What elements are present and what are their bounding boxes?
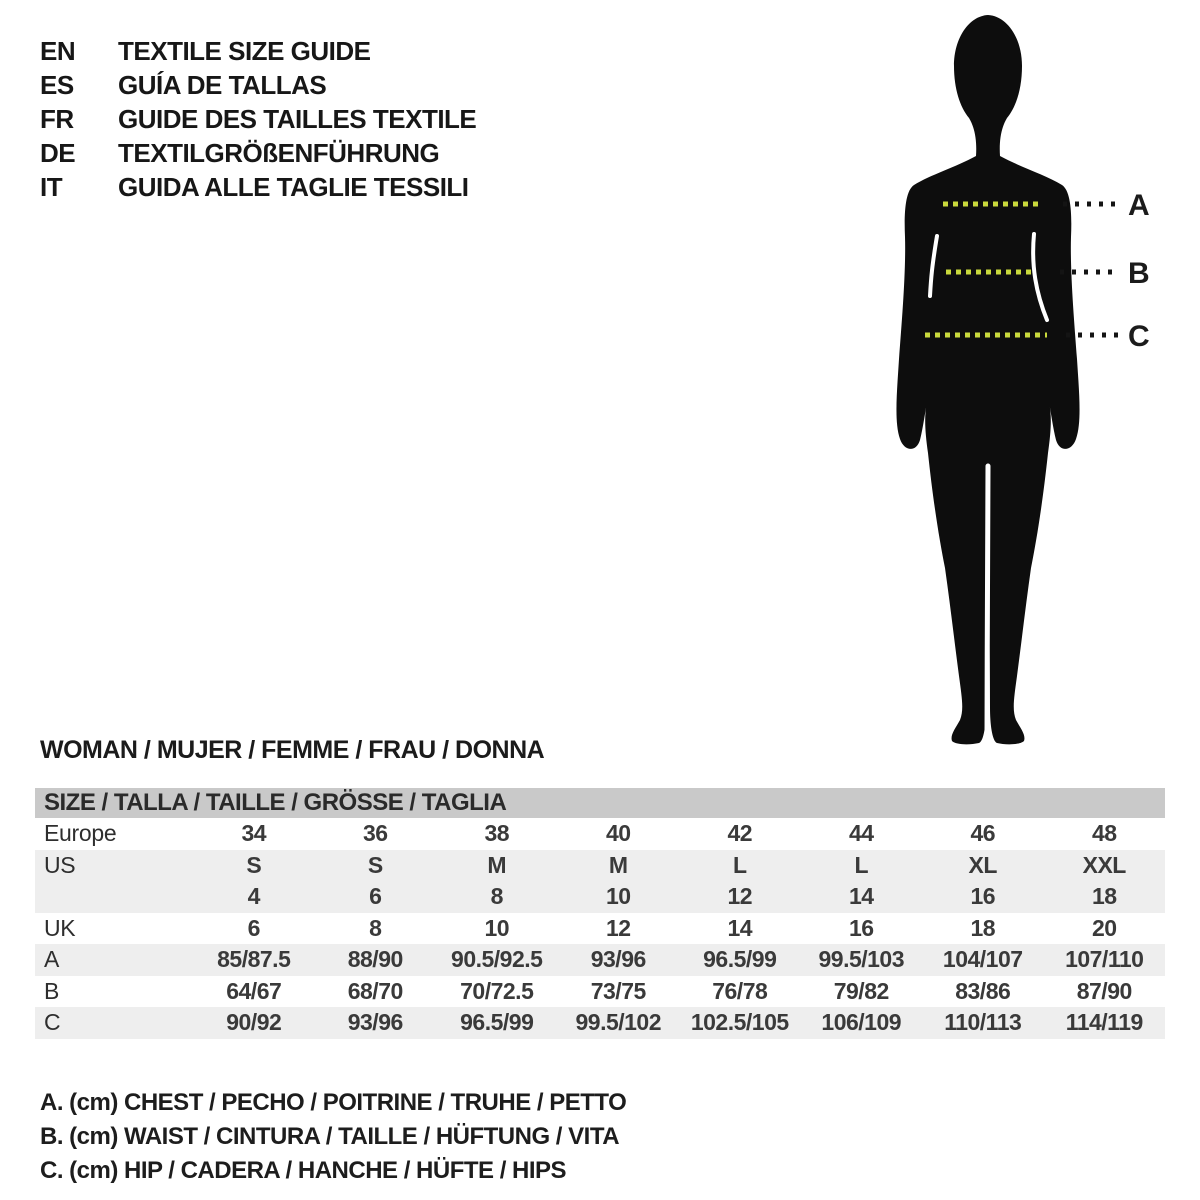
- size-cell: 96.5/99: [460, 1009, 534, 1036]
- size-cell: 42: [727, 820, 753, 847]
- size-cell: XL: [968, 851, 997, 878]
- size-cell: L: [854, 851, 869, 878]
- size-cell: 64/67: [226, 977, 282, 1004]
- size-cell: 87/90: [1076, 977, 1132, 1004]
- row-label: US: [44, 851, 76, 878]
- size-cell: 96.5/99: [703, 946, 777, 973]
- table-row: [35, 976, 1165, 1008]
- table-row: [35, 913, 1165, 945]
- size-cell: M: [487, 851, 507, 878]
- language-row: [40, 136, 476, 170]
- size-cell: 6: [247, 914, 260, 941]
- size-cell: 48: [1091, 820, 1117, 847]
- language-title: GUÍA DE TALLAS: [118, 69, 327, 100]
- section-title: WOMAN / MUJER / FEMME / FRAU / DONNA: [40, 736, 545, 764]
- size-cell: 70/72.5: [460, 977, 534, 1004]
- size-cell: 8: [369, 914, 382, 941]
- language-code: EN: [40, 35, 76, 66]
- size-cell: 14: [848, 883, 874, 910]
- language-title: TEXTILE SIZE GUIDE: [118, 35, 371, 66]
- legend-line: B. (cm) WAIST / CINTURA / TAILLE / HÜFTUNG / VITA: [40, 1123, 620, 1150]
- measure-label-a: A: [1128, 189, 1150, 222]
- language-row: [40, 170, 476, 204]
- size-cell: 88/90: [347, 946, 403, 973]
- row-label: B: [44, 977, 60, 1004]
- row-label: UK: [44, 914, 76, 941]
- size-cell: 83/86: [955, 977, 1011, 1004]
- measure-label-b: B: [1128, 257, 1150, 290]
- language-code: IT: [40, 171, 63, 202]
- language-code: FR: [40, 103, 74, 134]
- size-cell: 106/109: [821, 1009, 902, 1036]
- size-cell: 4: [247, 883, 260, 910]
- language-code: ES: [40, 69, 74, 100]
- size-cell: 46: [970, 820, 996, 847]
- size-cell: 8: [490, 883, 503, 910]
- size-table: [35, 788, 1165, 1039]
- size-cell: 93/96: [590, 946, 646, 973]
- size-cell: 10: [484, 914, 510, 941]
- size-cell: 90.5/92.5: [451, 946, 543, 973]
- size-cell: S: [246, 851, 262, 878]
- legend-list: [40, 1086, 626, 1188]
- size-cell: 85/87.5: [217, 946, 291, 973]
- row-label: A: [44, 946, 60, 973]
- size-table-rows: [35, 818, 1165, 1039]
- size-cell: 34: [241, 820, 267, 847]
- language-row: [40, 102, 476, 136]
- legend-line: A. (cm) CHEST / PECHO / POITRINE / TRUHE / PETTO: [40, 1089, 627, 1116]
- size-cell: 6: [369, 883, 382, 910]
- size-cell: 18: [1091, 883, 1117, 910]
- table-row: [35, 850, 1165, 882]
- size-cell: 73/75: [590, 977, 646, 1004]
- size-cell: 10: [605, 883, 631, 910]
- table-row: [35, 881, 1165, 913]
- size-cell: S: [367, 851, 383, 878]
- woman-silhouette-svg: [880, 8, 1200, 753]
- language-title: GUIDA ALLE TAGLIE TESSILI: [118, 171, 469, 202]
- size-cell: 14: [727, 914, 753, 941]
- size-cell: L: [732, 851, 747, 878]
- size-cell: 93/96: [347, 1009, 403, 1036]
- language-code: DE: [40, 137, 76, 168]
- size-cell: 68/70: [347, 977, 403, 1004]
- size-table-header: SIZE / TALLA / TAILLE / GRÖSSE / TAGLIA: [35, 788, 1165, 818]
- language-title: TEXTILGRÖßENFÜHRUNG: [118, 137, 440, 168]
- size-cell: 20: [1091, 914, 1117, 941]
- size-cell: M: [608, 851, 628, 878]
- size-cell: 114/119: [1065, 1009, 1143, 1036]
- size-cell: 18: [970, 914, 996, 941]
- table-row: [35, 818, 1165, 850]
- table-row: [35, 1007, 1165, 1039]
- size-cell: 76/78: [712, 977, 768, 1004]
- leg-gap: [987, 466, 988, 740]
- size-cell: 99.5/102: [575, 1009, 662, 1036]
- size-cell: 110/113: [944, 1009, 1022, 1036]
- size-cell: 90/92: [226, 1009, 282, 1036]
- row-label: Europe: [44, 820, 117, 847]
- size-cell: 38: [484, 820, 510, 847]
- size-cell: 44: [848, 820, 874, 847]
- language-row: [40, 34, 476, 68]
- size-cell: XXL: [1082, 851, 1126, 878]
- table-row: [35, 944, 1165, 976]
- size-cell: 102.5/105: [690, 1009, 789, 1036]
- measure-label-c: C: [1128, 320, 1150, 353]
- language-row: [40, 68, 476, 102]
- language-title-list: [40, 34, 476, 204]
- row-label: C: [44, 1009, 61, 1036]
- size-cell: 107/110: [1065, 946, 1144, 973]
- legend-line: C. (cm) HIP / CADERA / HANCHE / HÜFTE / HIPS: [40, 1157, 567, 1184]
- size-cell: 79/82: [833, 977, 889, 1004]
- size-cell: 16: [848, 914, 874, 941]
- size-cell: 104/107: [942, 946, 1023, 973]
- size-cell: 12: [727, 883, 753, 910]
- figure-area: [880, 8, 1200, 753]
- size-cell: 99.5/103: [818, 946, 905, 973]
- size-cell: 36: [362, 820, 388, 847]
- size-cell: 16: [970, 883, 996, 910]
- size-cell: 12: [605, 914, 631, 941]
- language-title: GUIDE DES TAILLES TEXTILE: [118, 103, 477, 134]
- size-cell: 40: [605, 820, 631, 847]
